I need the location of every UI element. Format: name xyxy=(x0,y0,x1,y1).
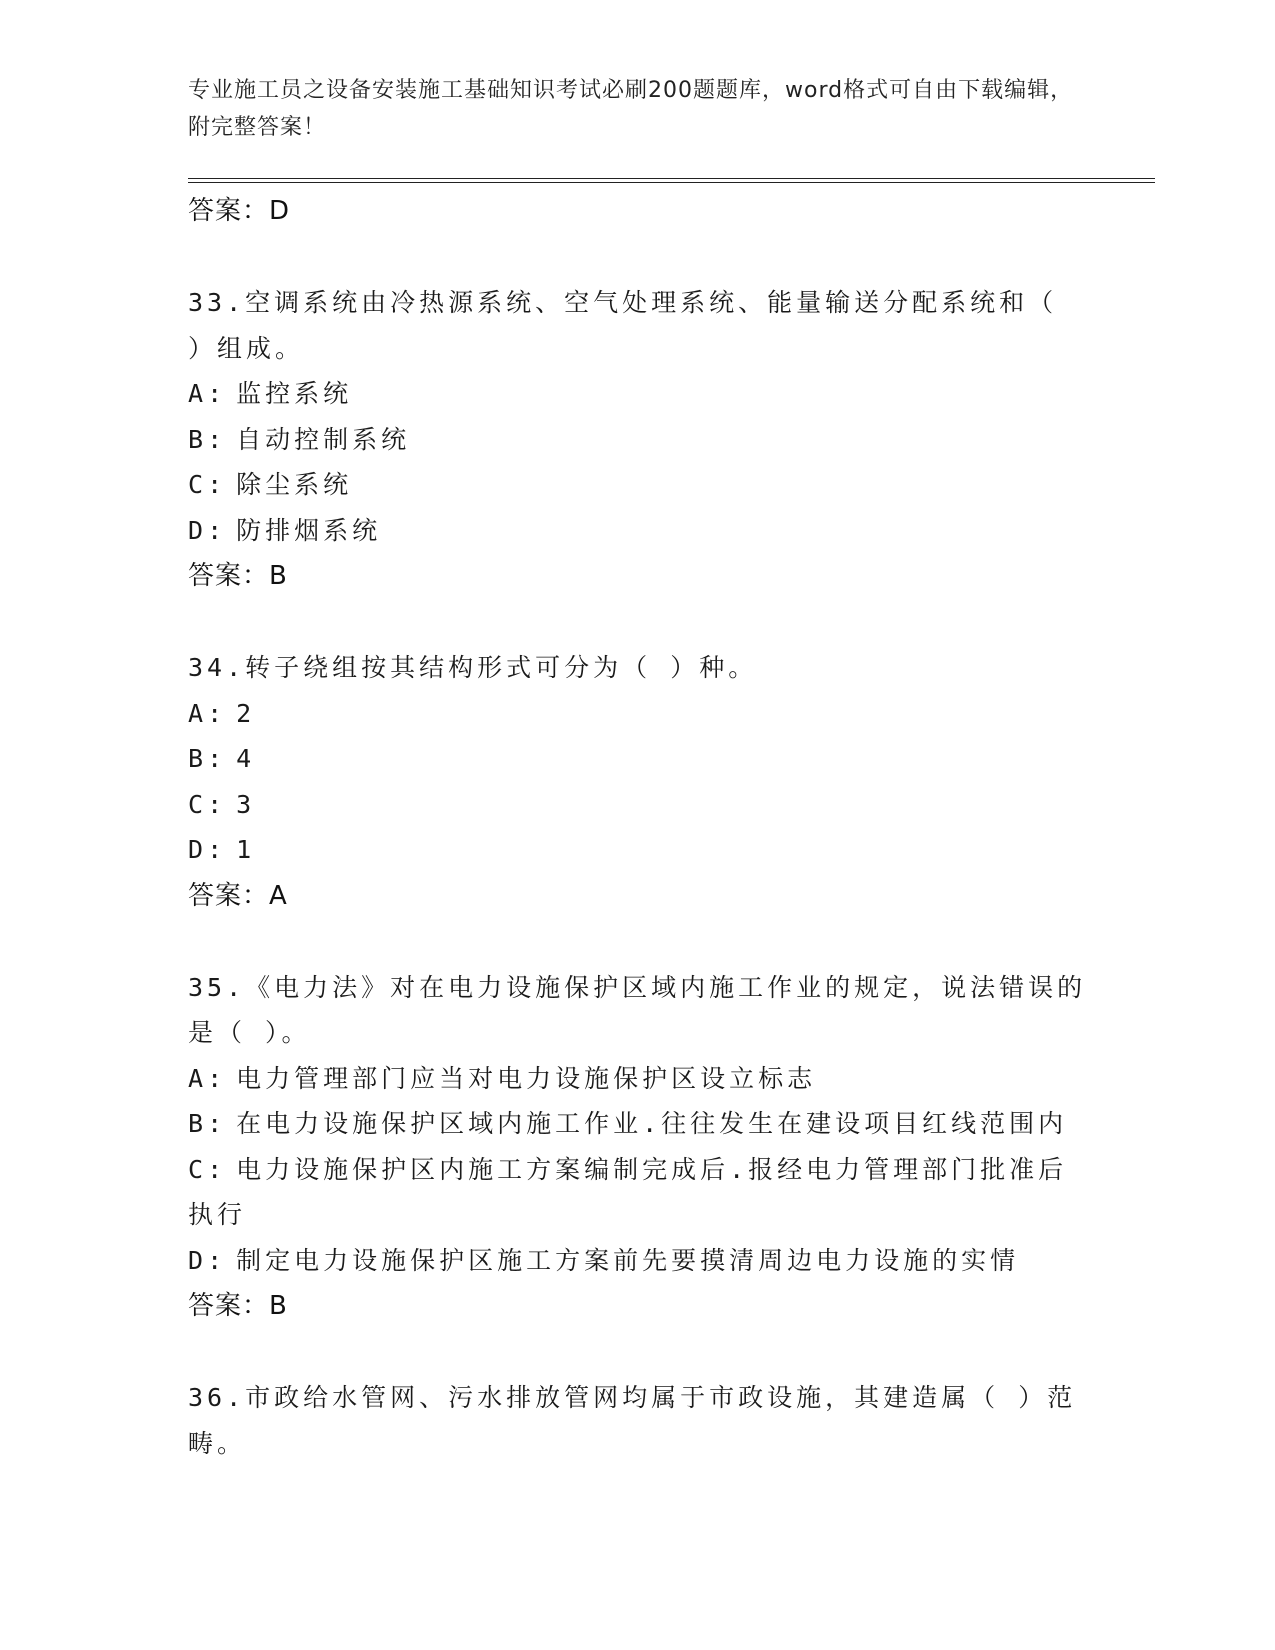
option-c xyxy=(188,782,1088,828)
option-letter: B : xyxy=(188,1109,226,1138)
header-divider xyxy=(188,178,1155,183)
answer-line xyxy=(188,188,1088,234)
answer-label: 答案： xyxy=(188,561,270,591)
question-34 xyxy=(188,645,1088,919)
question-text xyxy=(188,1375,1088,1466)
option-b xyxy=(188,736,1088,782)
option-text: 除尘系统 xyxy=(236,470,353,499)
answer-value: D xyxy=(269,196,291,226)
option-c xyxy=(188,1147,1088,1238)
question-body: 转子绕组按其结构形式可分为（ ）种。 xyxy=(245,653,758,682)
question-number: 34. xyxy=(188,653,246,682)
option-text: 电力管理部门应当对电力设施保护区设立标志 xyxy=(236,1063,817,1093)
document-title: 专业施工员之设备安装施工基础知识考试必刷200题题库，word格式可自由下载编辑，附完整答案！ xyxy=(188,78,1074,140)
option-d xyxy=(188,1238,1088,1284)
option-text: 自动控制系统 xyxy=(236,424,411,454)
option-b xyxy=(188,1101,1088,1147)
question-body: 《电力法》对在电力设施保护区域内施工作业的规定，说法错误的是（ ）。 xyxy=(188,972,1087,1047)
page-header xyxy=(188,72,1088,146)
option-text: 2 xyxy=(236,698,256,728)
answer-label: 答案： xyxy=(188,196,270,226)
option-letter: B : xyxy=(188,744,226,773)
question-number: 35. xyxy=(188,972,246,1002)
option-letter: C : xyxy=(188,1155,226,1184)
option-text: 在电力设施保护区域内施工作业.往往发生在建设项目红线范围内 xyxy=(236,1109,1068,1138)
option-text: 防排烟系统 xyxy=(236,515,382,545)
answer-line xyxy=(188,873,1088,919)
option-text: 电力设施保护区内施工方案编制完成后.报经电力管理部门批准后执行 xyxy=(188,1154,1068,1229)
option-letter: B : xyxy=(188,425,226,454)
option-letter: D : xyxy=(188,516,226,545)
answer-value: B xyxy=(269,561,288,591)
question-36 xyxy=(188,1375,1088,1466)
option-a xyxy=(188,371,1088,417)
option-c xyxy=(188,462,1088,508)
option-b xyxy=(188,417,1088,463)
question-35 xyxy=(188,965,1088,1330)
question-body: 空调系统由冷热源系统、空气处理系统、能量输送分配系统和（ ）组成。 xyxy=(188,288,1058,363)
answer-value: A xyxy=(269,880,288,911)
option-letter: D : xyxy=(188,1246,226,1275)
question-33 xyxy=(188,280,1088,599)
answer-line xyxy=(188,553,1088,599)
answer-line xyxy=(188,1283,1088,1329)
question-text xyxy=(188,645,1088,691)
option-d xyxy=(188,827,1088,873)
option-text: 1 xyxy=(236,835,256,864)
question-number: 33. xyxy=(188,288,246,317)
option-a xyxy=(188,1056,1088,1102)
option-letter: A : xyxy=(188,699,226,728)
question-text xyxy=(188,965,1088,1056)
option-letter: A : xyxy=(188,379,226,408)
option-letter: D : xyxy=(188,835,226,864)
answer-label: 答案： xyxy=(188,1291,270,1321)
question-body: 市政给水管网、污水排放管网均属于市政设施，其建造属（ ）范畴。 xyxy=(188,1383,1077,1458)
question-text xyxy=(188,280,1088,371)
option-text: 监控系统 xyxy=(236,379,353,408)
option-d xyxy=(188,508,1088,554)
option-text: 制定电力设施保护区施工方案前先要摸清周边电力设施的实情 xyxy=(236,1245,1020,1275)
question-number: 36. xyxy=(188,1383,246,1412)
option-letter: C : xyxy=(188,470,226,499)
option-text: 4 xyxy=(236,744,256,773)
option-letter: C : xyxy=(188,790,226,819)
option-a xyxy=(188,691,1088,737)
option-text: 3 xyxy=(236,789,256,819)
answer-value: B xyxy=(269,1291,288,1321)
question-list xyxy=(188,188,1088,1466)
answer-label: 答案： xyxy=(188,880,270,911)
option-letter: A : xyxy=(188,1064,226,1093)
